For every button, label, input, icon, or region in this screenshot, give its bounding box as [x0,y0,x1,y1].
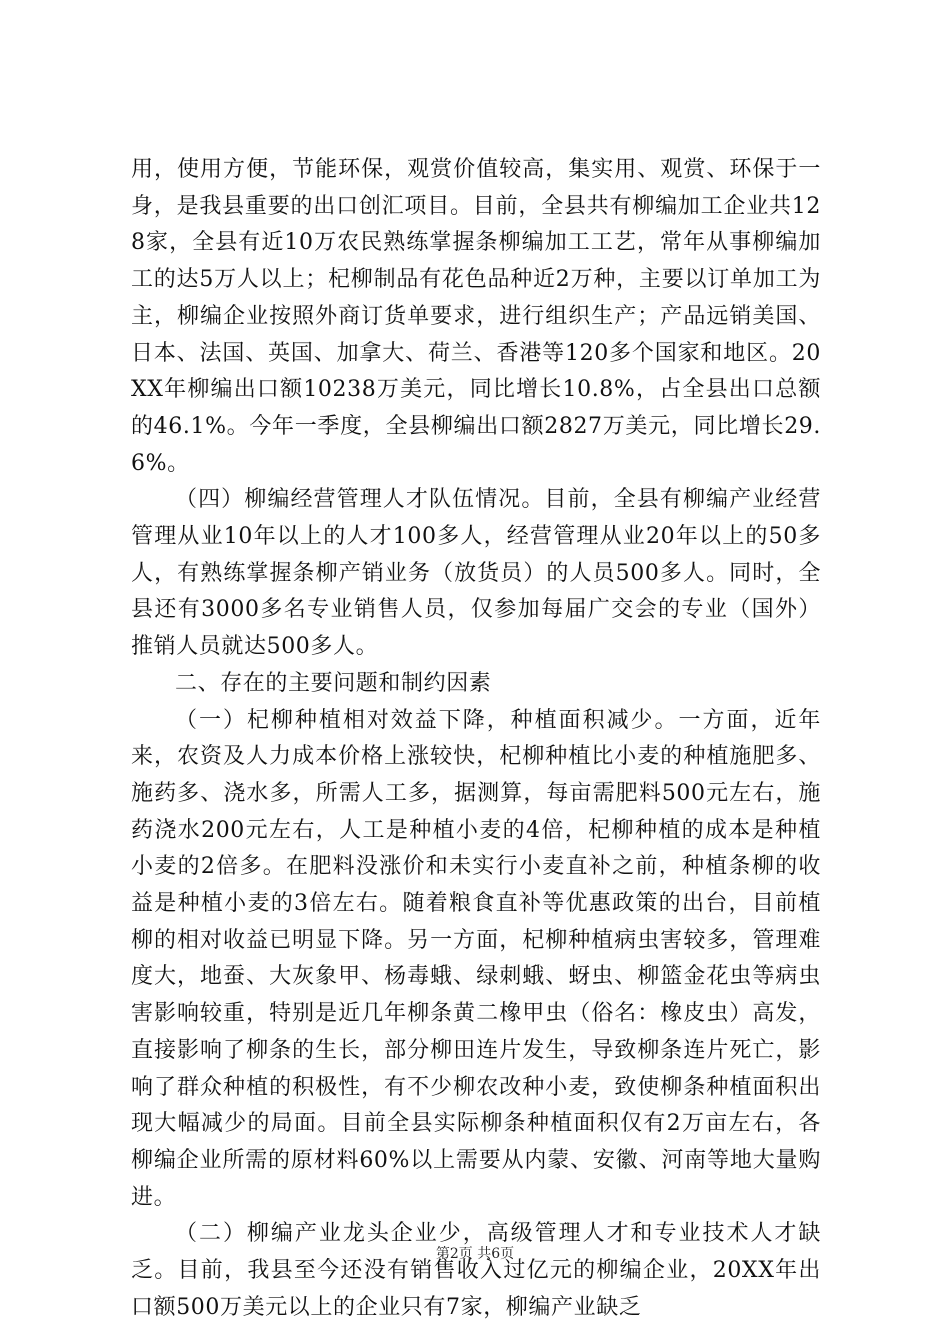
document-body [131,152,821,1327]
paragraph-lack-of-leaders: （二）柳编产业龙头企业少，高级管理人才和专业技术人才缺乏。目前，我县至今还没有销售收入过亿元的柳编企业，20XX年出口额500万美元以上的企业只有7家，柳编产业缺乏 [131,1221,821,1320]
paragraph-export-overview: 用，使用方便，节能环保，观赏价值较高，集实用、观赏、环保于一身，是我县重要的出口创汇项目。目前，全县共有柳编加工企业共128家，全县有近10万农民熟练掌握条柳编加工工艺，常年从事柳编加工的达5万人以上；杞柳制品有花色品种近2万种，主要以订单加工为主，柳编企业按照外商订货单要求，进行组织生产；产品远销美国、日本、法国、英国、加拿大、荷兰、香港等120多个国家和地区。20XX年柳编出口额10238万美元，同比增长10.8%，占全县出口总额的46.1%。今年一季度，全县柳编出口额2827万美元，同比增长29.6%。 [131,157,821,476]
paragraph-planting-decline: （一）杞柳种植相对效益下降，种植面积减少。一方面，近年来，农资及人力成本价格上涨较快，杞柳种植比小麦的种植施肥多、施药多、浇水多，所需人工多，据测算，每亩需肥料500元左右，施药浇水200元左右，人工是种植小麦的4倍，杞柳种植的成本是种植小麦的2倍多。在肥料没涨价和未实行小麦直补之前，种植条柳的收益是种植小麦的3倍左右。随着粮食直补等优惠政策的出台，目前植柳的相对收益已明显下降。另一方面，杞柳种植病虫害较多，管理难度大，地蚕、大灰象甲、杨毒蛾、绿刺蛾、蚜虫、柳篮金花虫等病虫害影响较重，特别是近几年柳条黄二橡甲虫（俗名：橡皮虫）高发，直接影响了柳条的生长，部分柳田连片发生，导致柳条连片死亡，影响了群众种植的积极性，有不少柳农改种小麦，致使柳条种植面积出现大幅减少的局面。目前全县实际柳条种植面积仅有2万亩左右，各柳编企业所需的原材料60%以上需要从内蒙、安徽、河南等地大量购进。 [131,707,821,1210]
paragraph-management-talent: （四）柳编经营管理人才队伍情况。目前，全县有柳编产业经营管理从业10年以上的人才100多人，经营管理从业20年以上的50多人，有熟练掌握条柳产销业务（放货员）的人员500多人。同时，全县还有3000多名专业销售人员，仅参加每届广交会的专业（国外）推销人员就达500多人。 [131,487,821,660]
section-heading-problems: 二、存在的主要问题和制约因素 [175,670,492,696]
page-footer: 第2页 共6页 [435,1246,515,1262]
